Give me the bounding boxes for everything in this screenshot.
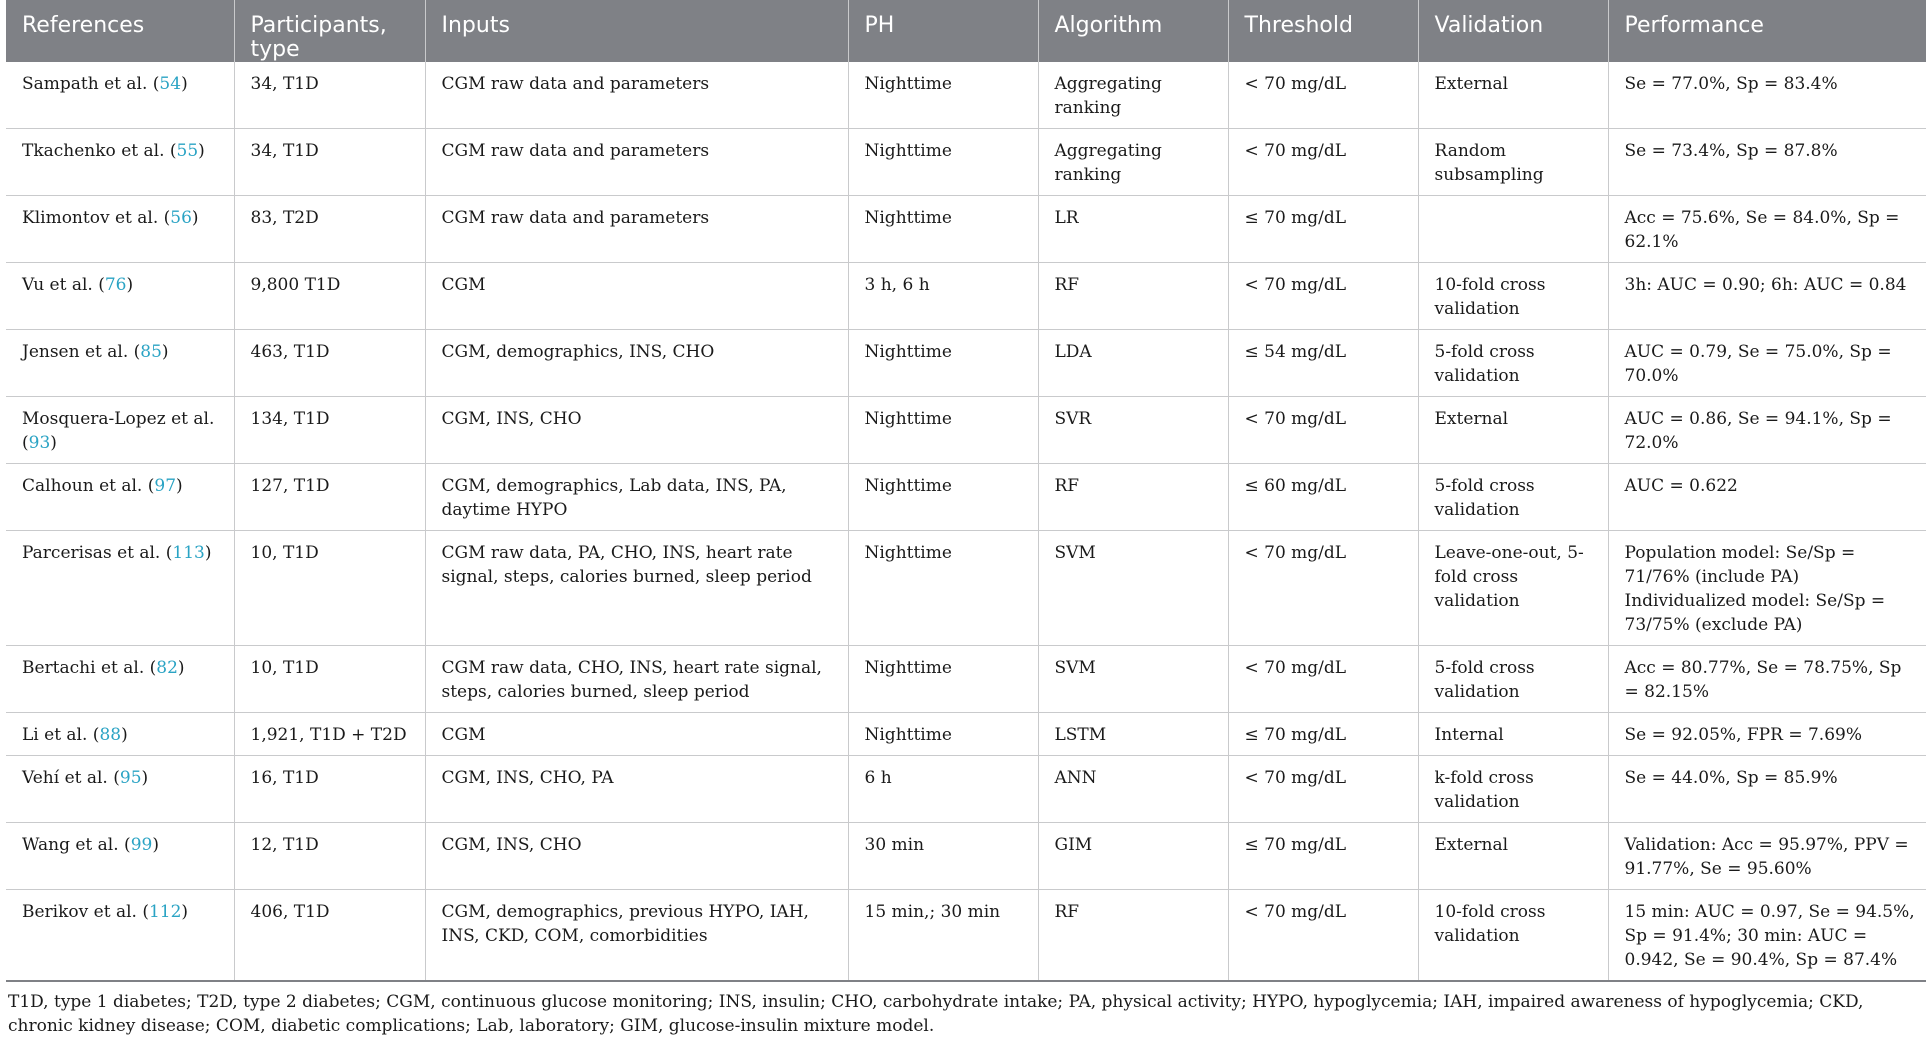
cell-algorithm: RF [1038,464,1228,531]
cell-algorithm: SVR [1038,397,1228,464]
reference-link[interactable]: 97 [154,476,177,496]
reference-author: Tkachenko et al. ( [22,141,177,161]
reference-close-paren: ) [198,141,205,161]
table-row [6,330,1926,397]
cell-algorithm: LSTM [1038,713,1228,756]
reference-author: Sampath et al. ( [22,74,160,94]
header-row [6,0,1926,62]
table-row [6,397,1926,464]
cell-ph: 15 min,; 30 min [848,890,1038,982]
cell-ph: Nighttime [848,464,1038,531]
cell-inputs: CGM, demographics, Lab data, INS, PA, daytime HYPO [425,464,848,531]
cell-inputs: CGM, demographics, previous HYPO, IAH, INS, CKD, COM, comorbidities [425,890,848,982]
col-header-participants: Participants, type [234,0,425,62]
cell-reference [6,330,234,397]
cell-reference [6,464,234,531]
reference-author: Vu et al. ( [22,275,105,295]
cell-threshold: ≤ 70 mg/dL [1228,713,1418,756]
table-row [6,196,1926,263]
reference-link[interactable]: 85 [140,342,162,362]
reference-author: Bertachi et al. ( [22,658,157,678]
reference-link[interactable]: 56 [170,208,192,228]
table-row [6,890,1926,982]
cell-participants: 127, T1D [234,464,425,531]
cell-performance: 3h: AUC = 0.90; 6h: AUC = 0.84 [1608,263,1926,330]
reference-link[interactable]: 55 [176,141,199,161]
cell-threshold: < 70 mg/dL [1228,62,1418,129]
cell-validation: 5-fold cross validation [1418,646,1608,713]
table-row [6,756,1926,823]
reference-link[interactable]: 88 [99,725,122,745]
table-row [6,646,1926,713]
reference-link[interactable]: 95 [119,768,142,788]
reference-close-paren: ) [204,543,212,563]
reference-author: Mosquera-Lopez et al. ( [22,409,215,453]
cell-algorithm: SVM [1038,646,1228,713]
reference-close-paren: ) [181,74,188,94]
cell-threshold: < 70 mg/dL [1228,646,1418,713]
table-row [6,531,1926,646]
reference-author: Calhoun et al. ( [22,476,155,496]
table-row [6,713,1926,756]
cell-participants: 12, T1D [234,823,425,890]
cell-algorithm: RF [1038,263,1228,330]
cell-validation: 10-fold cross validation [1418,890,1608,982]
table-container [6,0,1926,1038]
cell-reference [6,263,234,330]
cell-participants: 34, T1D [234,62,425,129]
cell-participants: 10, T1D [234,531,425,646]
cell-ph: Nighttime [848,397,1038,464]
table-row [6,263,1926,330]
table-body [6,62,1926,981]
cell-validation: Internal [1418,713,1608,756]
cell-inputs: CGM, demographics, INS, CHO [425,330,848,397]
cell-participants: 83, T2D [234,196,425,263]
cell-inputs: CGM, INS, CHO [425,823,848,890]
cell-performance: Acc = 80.77%, Se = 78.75%, Sp = 82.15% [1608,646,1926,713]
cell-validation: External [1418,823,1608,890]
cell-participants: 463, T1D [234,330,425,397]
cell-ph: 6 h [848,756,1038,823]
cell-validation [1418,196,1608,263]
reference-author: Vehí et al. ( [22,768,120,788]
cell-validation: 5-fold cross validation [1418,464,1608,531]
reference-link[interactable]: 82 [156,658,178,678]
cell-ph: Nighttime [848,646,1038,713]
cell-algorithm: RF [1038,890,1228,982]
col-header-inputs: Inputs [425,0,848,62]
cell-reference [6,62,234,129]
reference-link[interactable]: 112 [148,902,182,922]
cell-validation: External [1418,62,1608,129]
cell-participants: 406, T1D [234,890,425,982]
cell-performance: Acc = 75.6%, Se = 84.0%, Sp = 62.1% [1608,196,1926,263]
col-header-performance: Performance [1608,0,1926,62]
cell-inputs: CGM raw data and parameters [425,129,848,196]
reference-author: Jensen et al. ( [22,342,141,362]
col-header-validation: Validation [1418,0,1608,62]
cell-participants: 1,921, T1D + T2D [234,713,425,756]
cell-participants: 34, T1D [234,129,425,196]
reference-author: Li et al. ( [22,725,100,745]
cell-inputs: CGM [425,263,848,330]
cell-validation: Random subsampling [1418,129,1608,196]
cell-threshold: < 70 mg/dL [1228,531,1418,646]
cell-participants: 10, T1D [234,646,425,713]
reference-close-paren: ) [152,835,159,855]
cell-algorithm: ANN [1038,756,1228,823]
cell-ph: Nighttime [848,62,1038,129]
cell-threshold: < 70 mg/dL [1228,890,1418,982]
cell-performance: Se = 44.0%, Sp = 85.9% [1608,756,1926,823]
cell-inputs: CGM [425,713,848,756]
cell-performance: Se = 92.05%, FPR = 7.69% [1608,713,1926,756]
cell-validation: External [1418,397,1608,464]
cell-threshold: ≤ 70 mg/dL [1228,823,1418,890]
cell-performance: AUC = 0.622 [1608,464,1926,531]
cell-inputs: CGM, INS, CHO, PA [425,756,848,823]
cell-ph: Nighttime [848,531,1038,646]
cell-reference [6,713,234,756]
cell-inputs: CGM raw data, PA, CHO, INS, heart rate signal, steps, calories burned, sleep period [425,531,848,646]
cell-inputs: CGM, INS, CHO [425,397,848,464]
cell-ph: Nighttime [848,713,1038,756]
reference-close-paren: ) [121,725,128,745]
cell-ph: 3 h, 6 h [848,263,1038,330]
table-footnote: T1D, type 1 diabetes; T2D, type 2 diabetes; CGM, continuous glucose monitoring; INS, insulin; CHO, carbohydrate intake; PA, physical activity; HYPO, hypoglycemia; IAH, impaired awareness of hypoglycemia; CKD, chronic kidney disease; COM, diabetic complications; Lab, laboratory; GIM, glucose-insulin mixture model. [8,992,1864,1036]
cell-performance: AUC = 0.79, Se = 75.0%, Sp = 70.0% [1608,330,1926,397]
cell-algorithm: Aggregating ranking [1038,129,1228,196]
reference-close-paren: ) [181,902,189,922]
cell-performance: Validation: Acc = 95.97%, PPV = 91.77%, Se = 95.60% [1608,823,1926,890]
cell-performance: Population model: Se/Sp = 71/76% (include PA) Individualized model: Se/Sp = 73/75% (exclude PA) [1608,531,1926,646]
cell-inputs: CGM raw data and parameters [425,62,848,129]
cell-reference [6,397,234,464]
hypoglycemia-prediction-table [6,0,1926,982]
reference-link[interactable]: 113 [172,543,205,563]
reference-link[interactable]: 99 [130,835,153,855]
reference-link[interactable]: 93 [28,433,51,453]
reference-close-paren: ) [176,476,183,496]
cell-validation: Leave-one-out, 5-fold cross validation [1418,531,1608,646]
col-header-threshold: Threshold [1228,0,1418,62]
table-row [6,129,1926,196]
reference-close-paren: ) [126,275,134,295]
reference-author: Berikov et al. ( [22,902,149,922]
table-row [6,823,1926,890]
cell-threshold: ≤ 60 mg/dL [1228,464,1418,531]
cell-threshold: < 70 mg/dL [1228,397,1418,464]
cell-algorithm: SVM [1038,531,1228,646]
cell-reference [6,756,234,823]
cell-reference [6,890,234,982]
reference-close-paren: ) [177,658,185,678]
reference-close-paren: ) [50,433,57,453]
cell-performance: Se = 77.0%, Sp = 83.4% [1608,62,1926,129]
col-header-references: References [6,0,234,62]
col-header-algorithm: Algorithm [1038,0,1228,62]
cell-ph: Nighttime [848,330,1038,397]
cell-validation: k-fold cross validation [1418,756,1608,823]
reference-close-paren: ) [191,208,199,228]
cell-reference [6,823,234,890]
cell-participants: 134, T1D [234,397,425,464]
cell-inputs: CGM raw data and parameters [425,196,848,263]
cell-validation: 5-fold cross validation [1418,330,1608,397]
cell-threshold: < 70 mg/dL [1228,129,1418,196]
cell-ph: Nighttime [848,196,1038,263]
cell-reference [6,646,234,713]
reference-close-paren: ) [141,768,149,788]
cell-algorithm: LR [1038,196,1228,263]
reference-close-paren: ) [161,342,169,362]
cell-validation: 10-fold cross validation [1418,263,1608,330]
cell-reference [6,196,234,263]
cell-threshold: ≤ 70 mg/dL [1228,196,1418,263]
cell-reference [6,531,234,646]
cell-performance: Se = 73.4%, Sp = 87.8% [1608,129,1926,196]
cell-algorithm: GIM [1038,823,1228,890]
reference-author: Wang et al. ( [22,835,131,855]
cell-ph: 30 min [848,823,1038,890]
cell-participants: 16, T1D [234,756,425,823]
cell-threshold: < 70 mg/dL [1228,263,1418,330]
cell-threshold: < 70 mg/dL [1228,756,1418,823]
cell-reference [6,129,234,196]
cell-ph: Nighttime [848,129,1038,196]
cell-threshold: ≤ 54 mg/dL [1228,330,1418,397]
cell-performance: AUC = 0.86, Se = 94.1%, Sp = 72.0% [1608,397,1926,464]
cell-algorithm: LDA [1038,330,1228,397]
reference-link[interactable]: 54 [159,74,182,94]
col-header-ph: PH [848,0,1038,62]
reference-author: Klimontov et al. ( [22,208,171,228]
cell-algorithm: Aggregating ranking [1038,62,1228,129]
cell-inputs: CGM raw data, CHO, INS, heart rate signal, steps, calories burned, sleep period [425,646,848,713]
reference-link[interactable]: 76 [104,275,127,295]
cell-participants: 9,800 T1D [234,263,425,330]
table-row [6,464,1926,531]
cell-performance: 15 min: AUC = 0.97, Se = 94.5%, Sp = 91.4%; 30 min: AUC = 0.942, Se = 90.4%, Sp = 87.4% [1608,890,1926,982]
reference-author: Parcerisas et al. ( [22,543,173,563]
table-row [6,62,1926,129]
